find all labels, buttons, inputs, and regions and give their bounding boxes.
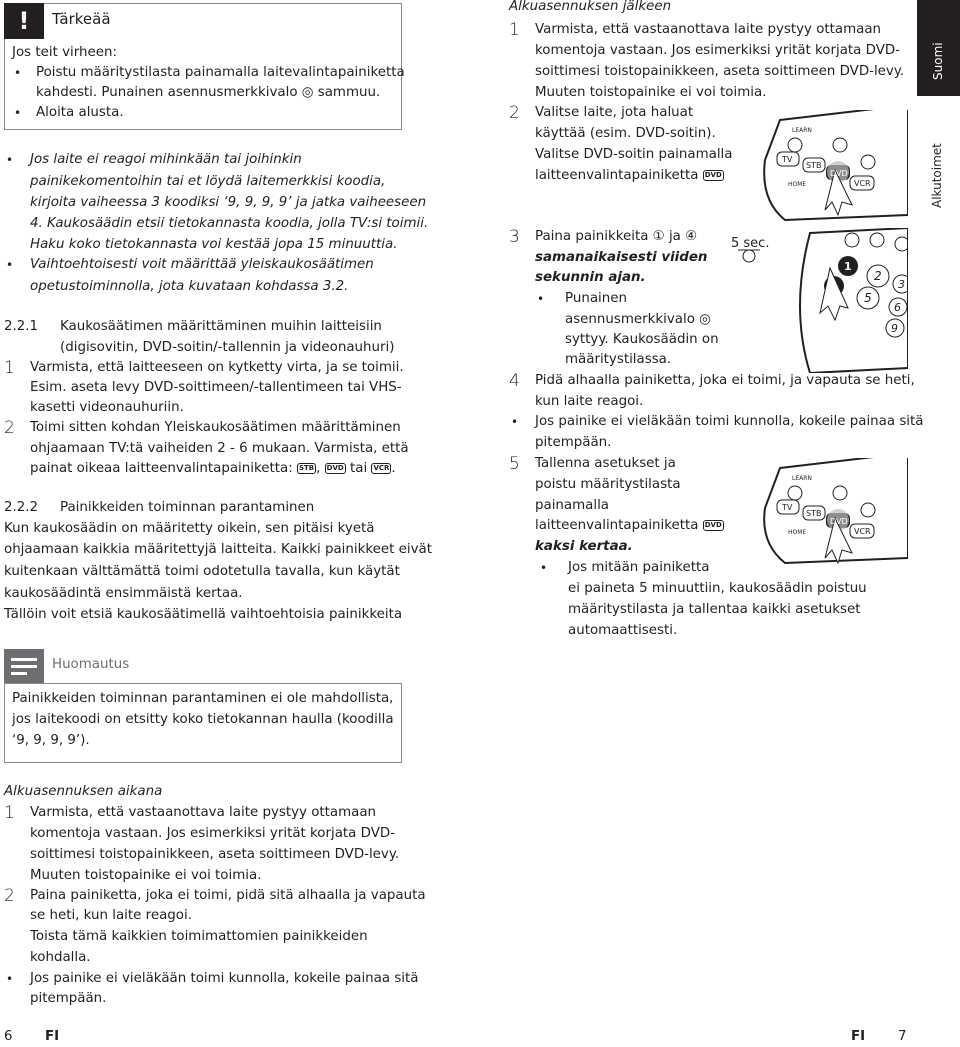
s221-step1-line-2: kasetti videonauhuriin. [30, 400, 184, 415]
remote-dvd-label: DVD [830, 517, 848, 526]
bullet2-line-1: opetustoiminnolla, jota kuvataan kohdassa 3.2. [30, 279, 349, 294]
bullet-icon: • [537, 292, 545, 306]
important-line-0: Jos teit virheen: [12, 45, 117, 60]
bullet-icon: • [540, 561, 548, 575]
as-step5-bullet-1: ei paineta 5 minuuttiin, kaukosäädin poistuu [568, 581, 867, 596]
remote-illustration-select [740, 110, 908, 225]
as-step4-line-1: kun laite reagoi. [535, 394, 644, 409]
footer-right-lang: FI [851, 1029, 866, 1044]
footer-right-page: 7 [898, 1029, 907, 1044]
tai-text: tai [349, 461, 368, 476]
remote-home-label: HOME [788, 181, 807, 188]
as-step3-line-0: Paina painikkeita ① ja ④ [535, 229, 698, 244]
as-step1-line-3: Muuten toistopainike ei voi toimia. [535, 85, 767, 100]
bullet2-line-0: Vaihtoehtoisesti voit määrittää yleiskaukosäätimen [30, 257, 374, 272]
remote-digit-4: 4 [830, 280, 838, 293]
remote-home-label: HOME [788, 529, 807, 536]
bullet-icon: • [6, 972, 14, 986]
after-setup-heading: Alkuasennuksen jälkeen [509, 0, 672, 14]
period: . [391, 461, 396, 476]
note-line-1: jos laitekoodi on etsitty koko tietokannan haulla (koodilla [12, 712, 394, 727]
s221-step2-text: painat oikeaa laitteenvalintapainiketta: [30, 461, 293, 476]
dvd-button-icon: DVD [326, 463, 344, 472]
s221-step2-line-2 [30, 459, 396, 479]
step-number: 3 [509, 227, 520, 247]
remote-vcr-label: VCR [854, 527, 871, 536]
as-step2-line-1: käyttää (esim. DVD-soitin). [535, 126, 716, 141]
important-line-3: Aloita alusta. [36, 105, 124, 120]
step-number: 1 [509, 20, 520, 40]
ds-step2-line-3: kohdalla. [30, 950, 91, 965]
ds-step1-line-2: soittimesi toistopainikkeen, aseta soittimeen DVD-levy. [30, 847, 400, 862]
bullet-icon: • [14, 106, 22, 120]
ds-bullet-line-1: pitempään. [30, 991, 107, 1006]
language-tab-label: Suomi [931, 42, 945, 80]
note-icon [4, 649, 44, 683]
remote-tv-label: TV [782, 503, 793, 512]
learn-label: LEARN [792, 127, 812, 134]
section-221-title-1: (digisovitin, DVD-soitin/-tallennin ja videonauhuri) [60, 340, 395, 355]
important-line-1: Poistu määritystilasta painamalla laitevalintapainiketta [36, 65, 405, 80]
step-number: 1 [4, 803, 15, 823]
section-221-number: 2.2.1 [4, 319, 39, 334]
as-step3-line-2: sekunnin ajan. [535, 270, 646, 285]
s221-step1-line-1: Esim. aseta levy DVD-soittimeen/-tallentimeen tai VHS- [30, 380, 402, 395]
step-number: 2 [4, 418, 15, 438]
as-step5-line-1: poistu määritystilasta [535, 477, 681, 492]
as-step4-line-0: Pidä alhaalla painiketta, joka ei toimi, ja vapauta se heti, [535, 373, 915, 388]
ds-step1-line-3: Muuten toistopainike ei voi toimia. [30, 868, 262, 883]
important-title: Tärkeää [52, 10, 111, 28]
as-step2-line-2: Valitse DVD-soitin painamalla [535, 147, 733, 162]
section-221-title-0: Kaukosäätimen määrittäminen muihin laitteisiin [60, 319, 382, 334]
as-step3-line-1: samanaikaisesti viiden [535, 250, 708, 265]
step-number: 5 [509, 454, 520, 474]
as-step3-bullet-1: asennusmerkkivalo ◎ [565, 312, 711, 327]
as-step3-bullet-0: Punainen [565, 291, 627, 306]
s222-line-1: ohjaamaan kaikkia määritettyjä laitteita. Kaikki painikkeet eivät [4, 542, 432, 557]
as-step5-bullet-3: automaattisesti. [568, 623, 678, 638]
remote-digit-1: 1 [844, 260, 852, 273]
remote-digit-9: 9 [891, 322, 898, 335]
remote-illustration-digits [730, 228, 908, 373]
s222-line-2: kuitenkaan välttämättä toimi odotetulla tavalla, kun käytät [4, 564, 400, 579]
remote-stb-label: STB [806, 509, 822, 518]
bullet1-line-1: painikekomentoihin tai et löydä laitemerkkisi koodia, [30, 174, 386, 189]
s221-step1-line-0: Varmista, että laitteeseen on kytketty virta, ja se toimii. [30, 360, 404, 375]
as-step5-text: laitteenvalintapainiketta [535, 518, 699, 533]
as-step1-line-1: komentoja vastaan. Jos esimerkiksi yrität korjata DVD- [535, 43, 901, 58]
bullet-icon: • [14, 66, 22, 80]
as-step4-bullet-1: pitempään. [535, 435, 612, 450]
footer-left-page: 6 [4, 1029, 13, 1044]
as-step5-line-0: Tallenna asetukset ja [535, 456, 676, 471]
step-number: 1 [4, 358, 15, 378]
as-step3-bullet-2: syttyy. Kaukosäädin on [565, 332, 719, 347]
remote-digit-6: 6 [894, 301, 901, 314]
bullet1-line-4: Haku koko tietokannasta voi kestää jopa 15 minuuttia. [30, 237, 398, 252]
as-step3-bullet-3: määritystilassa. [565, 352, 672, 367]
remote-tv-label: TV [782, 155, 793, 164]
vcr-button-icon: VCR [373, 463, 390, 472]
s222-line-0: Kun kaukosäädin on määritetty oikein, sen pitäisi kyetä [4, 521, 375, 536]
dvd-button-icon: DVD [704, 520, 722, 529]
language-tab [917, 0, 960, 96]
as-step2-line-0: Valitse laite, jota haluat [535, 105, 694, 120]
remote-stb-label: STB [806, 161, 822, 170]
dvd-button-icon: DVD [704, 170, 722, 179]
bullet1-line-2: kirjoita vaiheessa 3 koodiksi ‘9, 9, 9, 9’ ja jatka vaiheeseen [30, 195, 427, 210]
as-step4-bullet-0: Jos painike ei vieläkään toimi kunnolla, kokeile painaa sitä [535, 414, 924, 429]
remote-digit-3: 3 [898, 278, 905, 291]
as-step2-text: laitteenvalintapainiketta [535, 168, 699, 183]
section-tab-label: Alkutoimet [930, 143, 944, 208]
s222-line-4: Tällöin voit etsiä kaukosäätimellä vaihtoehtoisia painikkeita [4, 607, 403, 622]
bullet1-line-0: Jos laite ei reagoi mihinkään tai joihinkin [30, 152, 302, 167]
as-step5-bullet-0: Jos mitään painiketta [568, 560, 710, 575]
note-line-2: ‘9, 9, 9, 9’). [12, 733, 90, 748]
as-step5-line-4: kaksi kertaa. [535, 539, 633, 554]
remote-digit-2: 2 [874, 269, 882, 283]
ds-bullet-line-0: Jos painike ei vieläkään toimi kunnolla, kokeile painaa sitä [30, 971, 419, 986]
five-sec-label: 5 sec. [731, 236, 770, 251]
as-step1-line-0: Varmista, että vastaanottava laite pystyy ottamaan [535, 22, 882, 37]
ds-step2-line-1: se heti, kun laite reagoi. [30, 908, 192, 923]
note-line-0: Painikkeiden toiminnan parantaminen ei ole mahdollista, [12, 691, 394, 706]
section-222-title: Painikkeiden toiminnan parantaminen [60, 500, 315, 515]
as-step5-line-3 [535, 516, 724, 536]
as-step2-line-3 [535, 166, 724, 186]
learn-label: LEARN [792, 475, 812, 482]
ds-step2-line-2: Toista tämä kaikkien toimimattomien painikkeiden [30, 929, 368, 944]
step-number: 4 [509, 371, 520, 391]
footer-left-lang: FI [45, 1029, 60, 1044]
stb-button-icon: STB [298, 463, 315, 472]
bullet-icon: • [6, 258, 14, 272]
as-step5-bullet-2: määritystilasta ja tallentaa kaikki asetukset [568, 602, 861, 617]
remote-dvd-label: DVD [830, 169, 848, 178]
remote-illustration-save [740, 458, 908, 568]
step-number: 2 [509, 103, 520, 123]
step-number: 2 [4, 886, 15, 906]
ds-step1-line-0: Varmista, että vastaanottava laite pystyy ottamaan [30, 805, 377, 820]
as-step5-line-2: painamalla [535, 498, 610, 513]
section-222-number: 2.2.2 [4, 500, 39, 515]
bullet-icon: • [6, 153, 14, 167]
comma: , [316, 461, 321, 476]
important-line-2: kahdesti. Punainen asennusmerkkivalo ◎ sammuu. [36, 85, 381, 100]
s221-step2-line-0: Toimi sitten kohdan Yleiskaukosäätimen määrittäminen [30, 420, 401, 435]
bullet1-line-3: 4. Kaukosäädin etsii tietokannasta koodia, jolla TV:si toimii. [30, 216, 429, 231]
bullet-icon: • [511, 415, 519, 429]
during-setup-heading: Alkuasennuksen aikana [4, 784, 163, 799]
s222-line-3: kaukosäädintä ensimmäistä kertaa. [4, 586, 243, 601]
remote-digit-5: 5 [864, 291, 872, 305]
exclamation-icon: ! [4, 3, 44, 39]
remote-vcr-label: VCR [854, 179, 871, 188]
note-title: Huomautus [52, 657, 130, 672]
as-step1-line-2: soittimesi toistopainikkeen, aseta soittimeen DVD-levy. [535, 64, 905, 79]
ds-step2-line-0: Paina painiketta, joka ei toimi, pidä sitä alhaalla ja vapauta [30, 888, 426, 903]
s221-step2-line-1: ohjaamaan TV:tä vaiheiden 2 - 6 mukaan. Varmista, että [30, 441, 409, 456]
ds-step1-line-1: komentoja vastaan. Jos esimerkiksi yrität korjata DVD- [30, 826, 396, 841]
